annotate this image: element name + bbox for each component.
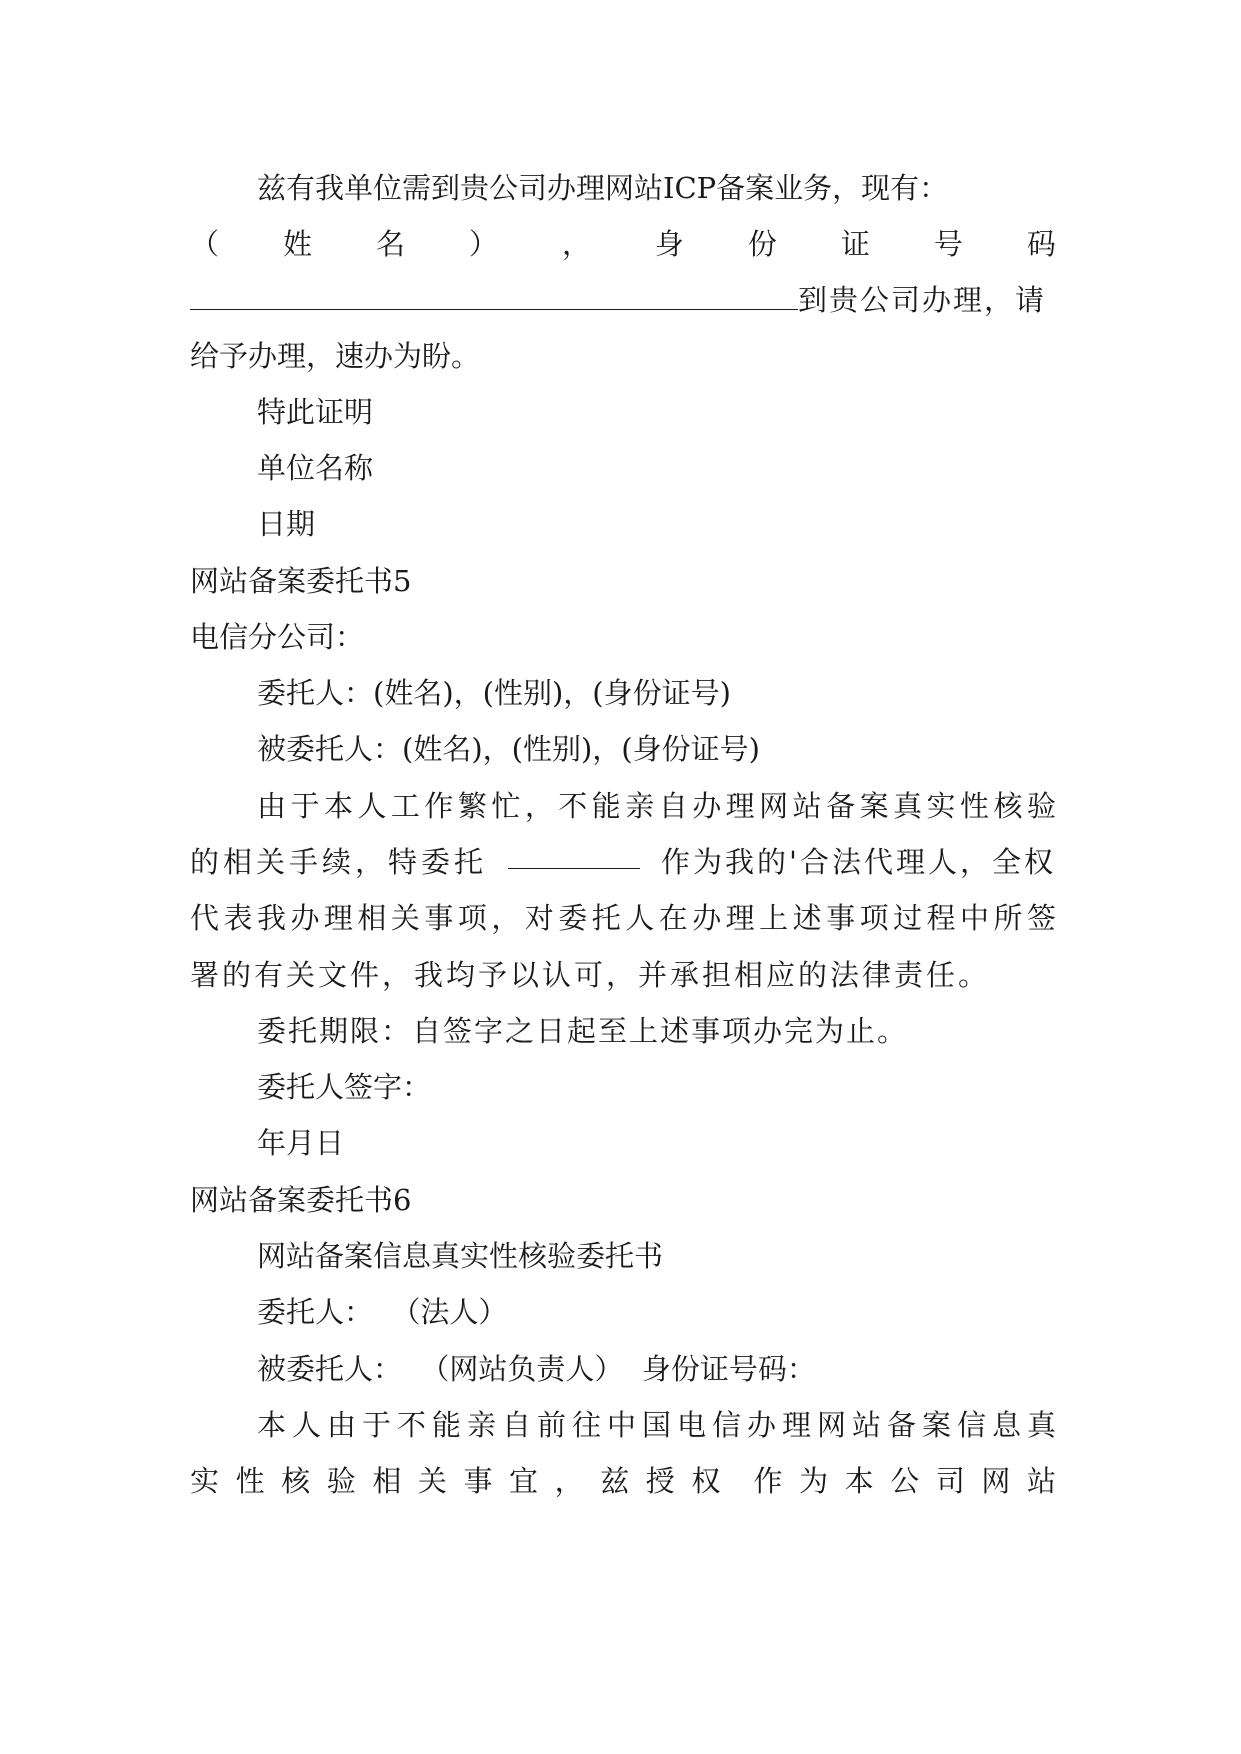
spread-char: 份 [747, 227, 777, 261]
para1-line4: 给予办理，速办为盼。 [190, 339, 481, 373]
spread-char: ， [561, 227, 591, 261]
section5-body-line2-suffix: 作为我的'合法代理人，全权 [661, 845, 1056, 879]
section5-body-line2 [190, 842, 1056, 882]
spread-char: 作 [753, 1464, 783, 1498]
para1-line1: 兹有我单位需到贵公司办理网站ICP备案业务，现有： [257, 171, 949, 205]
spread-char: （ [190, 227, 220, 261]
spread-char: 姓 [282, 227, 312, 261]
section5-principal: 委托人：(姓名)，(性别)，(身份证号) [257, 676, 731, 710]
section5-date: 年月日 [257, 1126, 345, 1160]
spread-char: 名 [375, 227, 405, 261]
para1-line3-suffix: 到贵公司办理，请 [798, 283, 1047, 317]
closing-date: 日期 [257, 507, 316, 541]
section5-addressee: 电信分公司： [190, 620, 365, 654]
spread-char: ， [554, 1464, 584, 1498]
section6-heading: 网站备案委托书6 [190, 1183, 412, 1217]
section6-body-line2 [190, 1461, 1056, 1501]
spread-char: 公 [890, 1464, 920, 1498]
section5-body-line2-prefix: 的相关手续，特委托 [190, 845, 488, 879]
closing-proof: 特此证明 [257, 395, 374, 429]
spread-char: 权 [691, 1464, 721, 1498]
section6-body-line1: 本人由于不能亲自前往中国电信办理网站备案信息真 [257, 1408, 1056, 1442]
para1-line2 [190, 224, 1056, 264]
section6-agent: 被委托人： （网站负责人） 身份证号码： [257, 1352, 816, 1386]
spread-char: 兹 [600, 1464, 630, 1498]
para1-line3 [190, 280, 1056, 320]
spread-char: 身 [654, 227, 684, 261]
section5-term: 委托期限：自签字之日起至上述事项办完为止。 [257, 1014, 909, 1048]
spread-char: 网 [981, 1464, 1011, 1498]
closing-unit-name: 单位名称 [257, 451, 374, 485]
section5-agent: 被委托人：(姓名)，(性别)，(身份证号) [257, 732, 760, 766]
spread-char: 授 [645, 1464, 675, 1498]
blank-underline [190, 283, 798, 310]
spread-char: 宜 [509, 1464, 539, 1498]
section5-body-line3: 代表我办理相关事项，对委托人在办理上述事项过程中所签 [190, 901, 1056, 935]
spread-char: 相 [372, 1464, 402, 1498]
spread-char: 证 [840, 227, 870, 261]
section5-body-line4: 署的有关文件，我均予以认可，并承担相应的法律责任。 [190, 958, 991, 992]
spread-char: 为 [799, 1464, 829, 1498]
blank-underline [508, 842, 640, 869]
section5-heading: 网站备案委托书5 [190, 564, 412, 598]
spread-char: 验 [326, 1464, 356, 1498]
section5-body-line1: 由于本人工作繁忙，不能亲自办理网站备案真实性核验 [257, 789, 1056, 823]
spread-char: 站 [1026, 1464, 1056, 1498]
spread-char: 关 [417, 1464, 447, 1498]
section6-title: 网站备案信息真实性核验委托书 [257, 1239, 664, 1273]
spread-char: 本 [844, 1464, 874, 1498]
spread-char: 司 [935, 1464, 965, 1498]
spread-char: 实 [190, 1464, 220, 1498]
spread-char: 性 [235, 1464, 265, 1498]
spread-char: 事 [463, 1464, 493, 1498]
spread-char: 核 [281, 1464, 311, 1498]
spread-char: 码 [1026, 227, 1056, 261]
spread-char: 号 [933, 227, 963, 261]
spread-char: ） [468, 227, 498, 261]
section6-principal: 委托人： （法人） [257, 1295, 508, 1329]
section5-signature: 委托人签字： [257, 1070, 432, 1104]
